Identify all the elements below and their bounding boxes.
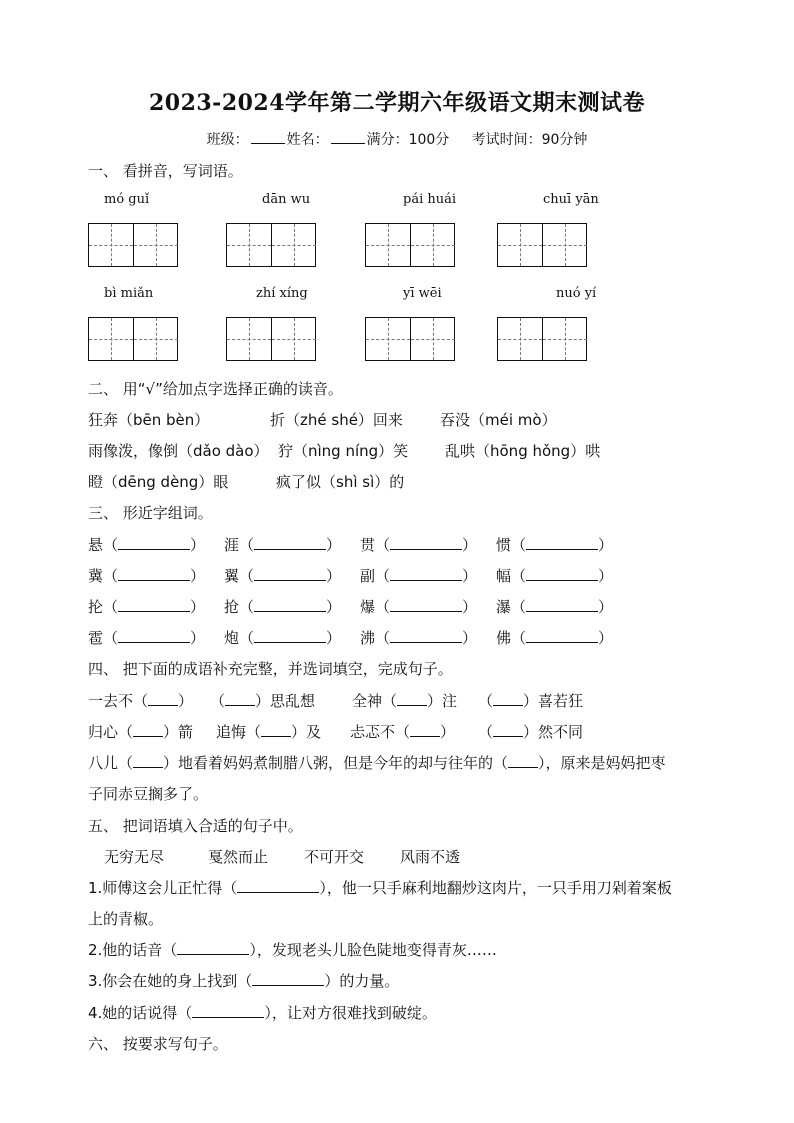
idiom-sentence-continued: 子同赤豆搁多了。 xyxy=(88,785,209,803)
idiom-item[interactable]: （ ）然不同 xyxy=(478,723,584,741)
fill-question-1[interactable]: 1.师傅这会儿正忙得（ ），他一只手麻利地翻炒这肉片，一只手用刀剁着案板 xyxy=(88,879,672,897)
word-group-item[interactable]: 冀（ ） xyxy=(88,567,206,585)
exam-info xyxy=(0,129,794,149)
pronunciation-item[interactable]: 吞没（méi mò） xyxy=(440,411,557,429)
name-blank[interactable] xyxy=(331,129,365,144)
pronunciation-item[interactable]: 瞪（dēng dèng）眼 xyxy=(88,473,229,491)
pronunciation-item[interactable]: 折（zhé shé）回来 xyxy=(270,411,403,429)
pinyin-label: pái huái xyxy=(403,192,457,207)
pronunciation-item[interactable]: 雨像泼，像倒（dǎo dào） xyxy=(88,442,269,460)
time-label: 考试时间：90分钟 xyxy=(471,132,588,148)
writing-grid[interactable] xyxy=(497,223,587,267)
writing-grid[interactable] xyxy=(497,317,587,361)
writing-grid[interactable] xyxy=(88,223,178,267)
idiom-item[interactable]: 忐忑不（ ） xyxy=(350,723,456,741)
fill-question-4[interactable]: 4.她的话说得（ ），让对方很难找到破绽。 xyxy=(88,1004,437,1022)
word-group-item[interactable]: 贯（ ） xyxy=(360,536,478,554)
section-1-heading: 一、 看拼音，写词语。 xyxy=(88,162,243,180)
fill-question-1-continued: 上的青椒。 xyxy=(88,910,164,928)
section-5-heading: 五、 把词语填入合适的句子中。 xyxy=(88,817,303,835)
word-group-item[interactable]: 抢（ ） xyxy=(224,598,342,616)
pronunciation-item[interactable]: 疯了似（shì sì）的 xyxy=(276,473,405,491)
word-group-item[interactable]: 沸（ ） xyxy=(360,629,478,647)
writing-grid[interactable] xyxy=(365,317,455,361)
section-4-heading: 四、 把下面的成语补充完整，并选词填空，完成句子。 xyxy=(88,660,453,678)
word-group-item[interactable]: 抡（ ） xyxy=(88,598,206,616)
word-bank-item: 无穷无尽 xyxy=(104,848,165,866)
idiom-item[interactable]: （ ）喜若狂 xyxy=(478,692,584,710)
class-blank[interactable] xyxy=(251,129,285,144)
idiom-item[interactable]: 归心（ ）箭 xyxy=(88,723,194,741)
idiom-item[interactable]: （ ）思乱想 xyxy=(210,692,316,710)
pinyin-label: chuī yān xyxy=(543,192,599,207)
word-bank-item: 戛然而止 xyxy=(208,848,269,866)
word-group-item[interactable]: 佛（ ） xyxy=(496,629,614,647)
section-2-heading: 二、 用“√”给加点字选择正确的读音。 xyxy=(88,380,343,398)
word-group-item[interactable]: 副（ ） xyxy=(360,567,478,585)
pronunciation-item[interactable]: 狂奔（bēn bèn） xyxy=(88,411,210,429)
idiom-item[interactable]: 一去不（ ） xyxy=(88,692,194,710)
idiom-item[interactable]: 追悔（ ）及 xyxy=(216,723,322,741)
fill-question-2[interactable]: 2.他的话音（ ），发现老头儿脸色陡地变得青灰…… xyxy=(88,941,497,959)
score-label: 满分：100分 xyxy=(366,132,450,148)
word-group-item[interactable]: 惯（ ） xyxy=(496,536,614,554)
word-bank-item: 不可开交 xyxy=(304,848,365,866)
pinyin-label: bì miǎn xyxy=(104,286,154,301)
page-title: 2023-2024学年第二学期六年级语文期末测试卷 xyxy=(148,90,646,116)
pinyin-label: mó guǐ xyxy=(104,192,150,207)
section-3-heading: 三、 形近字组词。 xyxy=(88,504,213,522)
word-group-item[interactable]: 炮（ ） xyxy=(224,629,342,647)
idiom-sentence[interactable]: 八儿（ ）地看着妈妈煮制腊八粥，但是今年的却与往年的（ ），原来是妈妈把枣 xyxy=(88,754,666,772)
pinyin-label: yī wēi xyxy=(403,286,442,301)
word-group-item[interactable]: 翼（ ） xyxy=(224,567,342,585)
pinyin-label: nuó yí xyxy=(556,286,597,301)
word-group-item[interactable]: 瀑（ ） xyxy=(496,598,614,616)
word-group-item[interactable]: 爆（ ） xyxy=(360,598,478,616)
fill-question-3[interactable]: 3.你会在她的身上找到（ ）的力量。 xyxy=(88,972,400,990)
idiom-item[interactable]: 全神（ ）注 xyxy=(352,692,458,710)
name-label: 姓名： xyxy=(286,132,329,148)
writing-grid[interactable] xyxy=(365,223,455,267)
pronunciation-item[interactable]: 狞（nìng níng）笑 xyxy=(278,442,409,460)
word-group-item[interactable]: 幅（ ） xyxy=(496,567,614,585)
writing-grid[interactable] xyxy=(226,317,316,361)
pinyin-label: dān wu xyxy=(262,192,311,207)
pinyin-label: zhí xíng xyxy=(256,286,308,301)
writing-grid[interactable] xyxy=(226,223,316,267)
word-bank-item: 风雨不透 xyxy=(400,848,461,866)
word-group-item[interactable]: 悬（ ） xyxy=(88,536,206,554)
pronunciation-item[interactable]: 乱哄（hōng hǒng）哄 xyxy=(445,442,601,460)
word-group-item[interactable]: 雹（ ） xyxy=(88,629,206,647)
word-group-item[interactable]: 涯（ ） xyxy=(224,536,342,554)
writing-grid[interactable] xyxy=(88,317,178,361)
section-6-heading: 六、 按要求写句子。 xyxy=(88,1035,228,1053)
class-label: 班级： xyxy=(206,132,249,148)
